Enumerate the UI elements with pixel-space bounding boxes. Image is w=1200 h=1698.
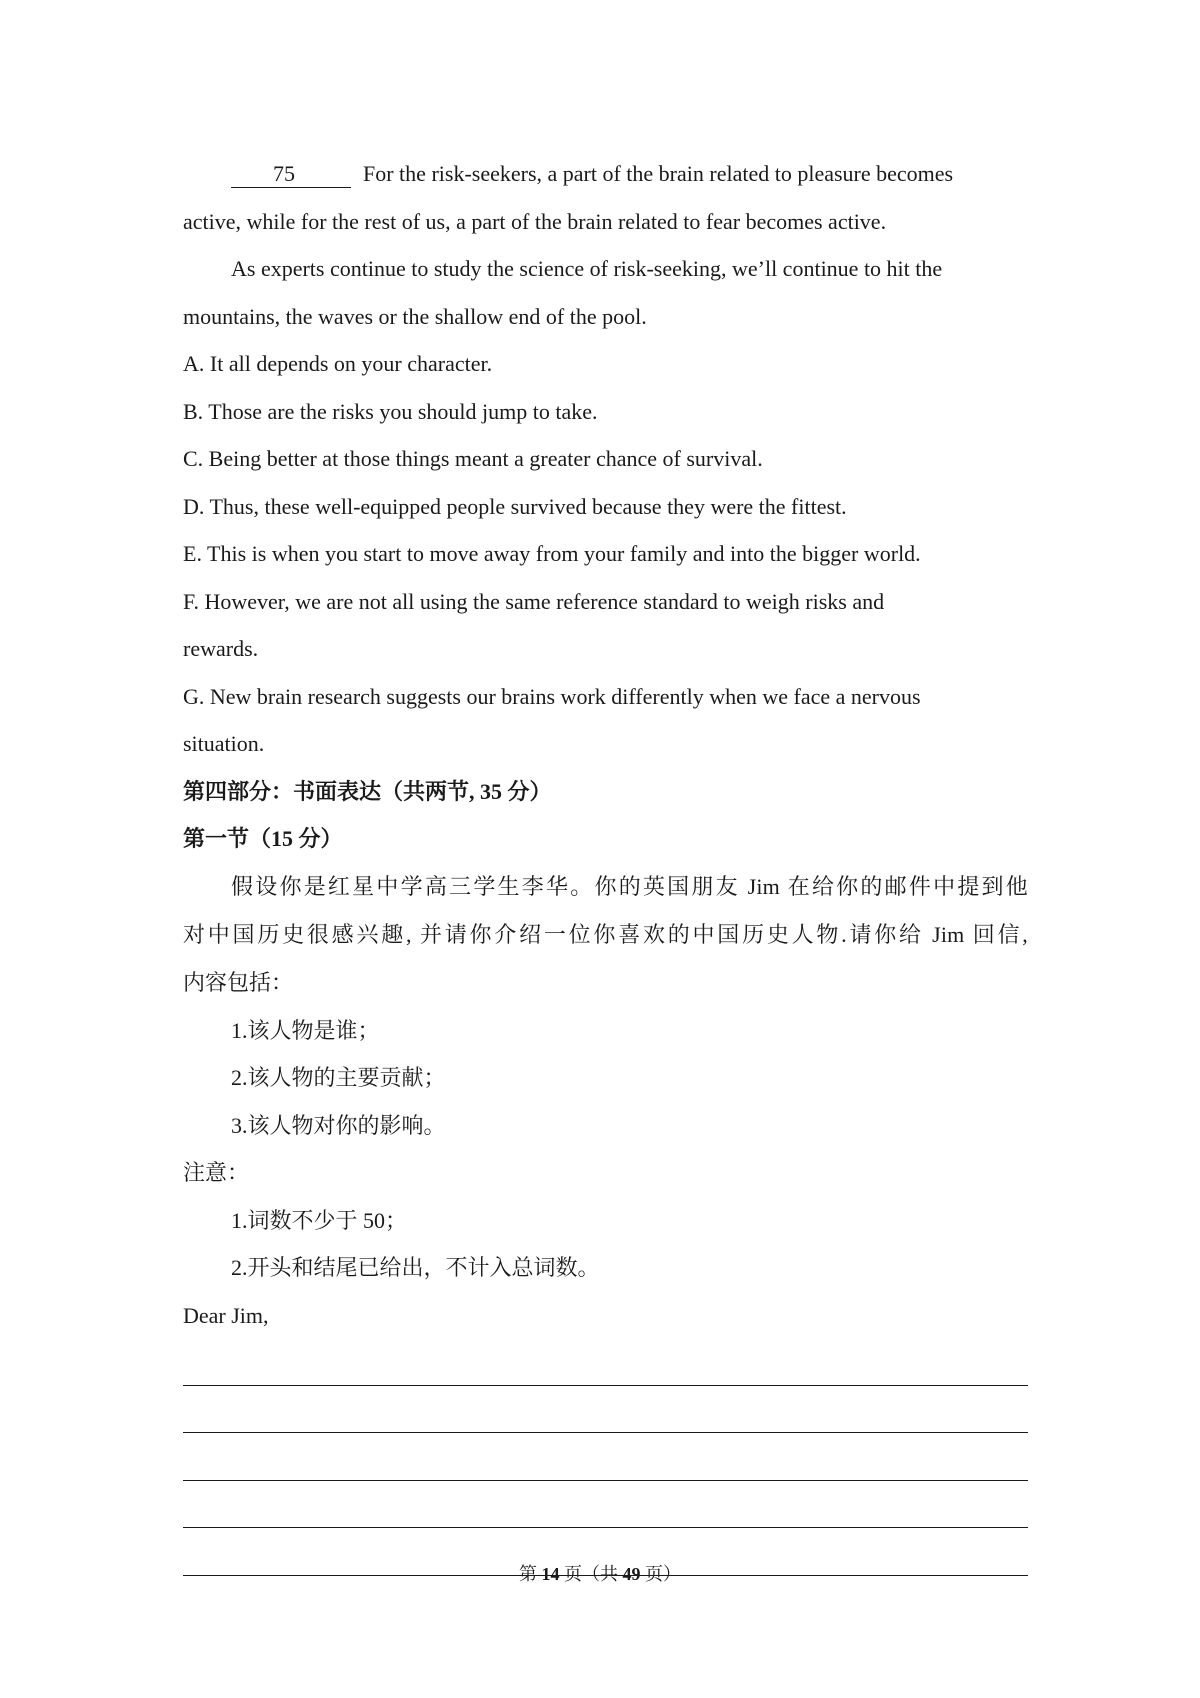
passage-paragraph-final-line-1: As experts continue to study the science of risk-seeking, we’ll continue to hit the: [231, 256, 943, 281]
writing-line: [183, 1433, 1028, 1481]
footer-prefix: 第: [519, 1564, 542, 1584]
note-2: 2.开头和结尾已给出，不计入总词数。: [231, 1255, 600, 1280]
page-footer: [0, 1562, 1200, 1586]
option-c: C. Being better at those things meant a greater chance of survival.: [183, 446, 763, 471]
requirement-2: 2.该人物的主要贡献；: [231, 1065, 446, 1090]
writing-line: [183, 1386, 1028, 1434]
notes-label: 注意：: [183, 1160, 250, 1185]
footer-middle: 页（共: [559, 1564, 623, 1584]
requirement-1: 1.该人物是谁；: [231, 1017, 380, 1043]
passage-paragraph-75-line-1: [183, 150, 1028, 198]
subsection-heading: 第一节（15 分）: [183, 826, 343, 851]
section-heading: 第四部分：书面表达（共两节, 35 分）: [183, 778, 552, 804]
footer-page-number: 14: [541, 1564, 560, 1584]
answer-blank-75: [231, 161, 351, 188]
writing-line: [183, 1481, 1028, 1529]
option-f: F. However, we are not all using the same reference standard to weigh risks and: [183, 588, 885, 614]
option-d: D. Thus, these well-equipped people survived because they were the fittest.: [183, 493, 847, 519]
option-a: A. It all depends on your character.: [183, 351, 493, 376]
salutation: Dear Jim,: [183, 1302, 269, 1328]
prompt-line-3: 内容包括：: [183, 969, 294, 995]
footer-total-pages: 49: [622, 1564, 641, 1584]
prompt-line-2: 对中国历史很感兴趣, 并请你介绍一位你喜欢的中国历史人物.请你给 Jim 回信,: [183, 921, 1028, 947]
option-g-continued: situation.: [183, 731, 265, 756]
option-f-continued: rewards.: [183, 636, 259, 661]
footer-suffix: 页）: [640, 1564, 681, 1584]
option-e: E. This is when you start to move away from your family and into the bigger world.: [183, 541, 921, 566]
option-b: B. Those are the risks you should jump to take.: [183, 398, 598, 424]
passage-paragraph-75-line-2: active, while for the rest of us, a part of the brain related to fear becomes active.: [183, 208, 887, 234]
note-1: 1.词数不少于 50；: [231, 1207, 408, 1233]
option-g: G. New brain research suggests our brains work differently when we face a nervous: [183, 683, 921, 709]
requirement-3: 3.该人物对你的影响。: [231, 1112, 446, 1138]
prompt-line-1: 假设你是红星中学高三学生李华。你的英国朋友 Jim 在给你的邮件中提到他: [231, 873, 1028, 899]
blank-number: 75: [273, 161, 295, 186]
passage-paragraph-final-line-2: mountains, the waves or the shallow end of the pool.: [183, 303, 647, 329]
writing-area: [183, 1338, 1028, 1576]
passage-text: For the risk-seekers, a part of the brain related to pleasure becomes: [363, 161, 954, 186]
page-content: [183, 150, 1028, 1339]
writing-line: [183, 1338, 1028, 1386]
